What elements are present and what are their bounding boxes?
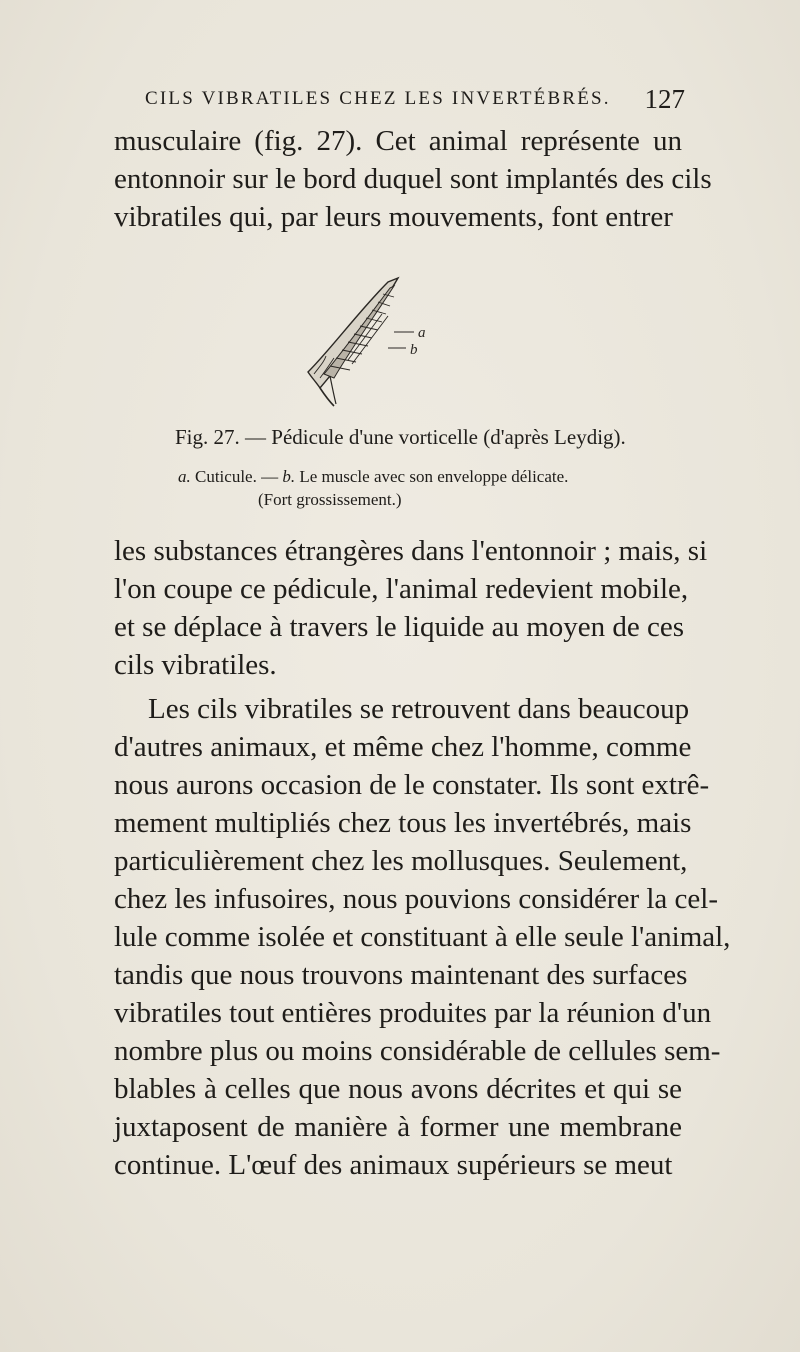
figure-caption bbox=[175, 424, 625, 450]
legend-text-a: Cuticule. — bbox=[195, 467, 279, 486]
text-line: l'on coupe ce pédicule, l'animal redevient mobile, bbox=[114, 573, 689, 605]
text-line: lule comme isolée et constituant à elle seule l'animal, bbox=[114, 921, 731, 953]
text-line: blables à celles que nous avons décrites et qui se bbox=[114, 1073, 682, 1105]
figure-caption-title: — Pédicule d'une vorticelle (d'après Leydig). bbox=[245, 425, 626, 449]
label-a: a bbox=[418, 325, 426, 341]
text-line: musculaire (fig. 27). Cet animal représente un bbox=[114, 125, 682, 157]
figure-legend bbox=[178, 466, 638, 488]
text-line: nombre plus ou moins considérable de cellules sem- bbox=[114, 1035, 721, 1067]
text-line: tandis que nous trouvons maintenant des surfaces bbox=[114, 959, 688, 991]
figure-illustration bbox=[290, 270, 470, 410]
figure-note: (Fort grossissement.) bbox=[258, 490, 402, 509]
text-line: nous aurons occasion de le constater. Ils sont extrê- bbox=[114, 769, 710, 801]
label-b: b bbox=[410, 342, 418, 358]
running-title: CILS VIBRATILES CHEZ LES INVERTÉBRÉS. bbox=[145, 88, 611, 109]
text-line: les substances étrangères dans l'entonnoir ; mais, si bbox=[114, 535, 708, 567]
text-line: Les cils vibratiles se retrouvent dans beaucoup bbox=[148, 693, 690, 725]
running-head bbox=[145, 84, 685, 114]
text-line: mement multipliés chez tous les invertébrés, mais bbox=[114, 807, 692, 839]
legend-text-b: Le muscle avec son enveloppe délicate. bbox=[299, 467, 569, 486]
text-line: vibratiles tout entières produites par la réunion d'un bbox=[114, 997, 712, 1029]
paragraph-top bbox=[114, 122, 712, 236]
paragraph-middle bbox=[114, 532, 708, 684]
text-line: cils vibratiles. bbox=[114, 649, 277, 681]
figure-number: Fig. 27. bbox=[175, 425, 240, 449]
page-number: 127 bbox=[644, 84, 685, 114]
text-line: juxtaposent de manière à former une membrane bbox=[114, 1111, 682, 1143]
text-line: et se déplace à travers le liquide au moyen de ces bbox=[114, 611, 685, 643]
legend-letter-b: b. bbox=[282, 467, 296, 486]
vorticella-stalk-engraving bbox=[290, 270, 470, 410]
text-line: particulièrement chez les mollusques. Seulement, bbox=[114, 845, 688, 877]
text-line: chez les infusoires, nous pouvions considérer la cel- bbox=[114, 883, 718, 915]
text-line: vibratiles qui, par leurs mouvements, font entrer bbox=[114, 201, 673, 233]
text-line: continue. L'œuf des animaux supérieurs se meut bbox=[114, 1149, 673, 1181]
text-line: entonnoir sur le bord duquel sont implantés des cils bbox=[114, 163, 712, 195]
text-line: d'autres animaux, et même chez l'homme, comme bbox=[114, 731, 692, 763]
paragraph-main bbox=[114, 690, 731, 1184]
legend-letter-a: a. bbox=[178, 467, 191, 486]
